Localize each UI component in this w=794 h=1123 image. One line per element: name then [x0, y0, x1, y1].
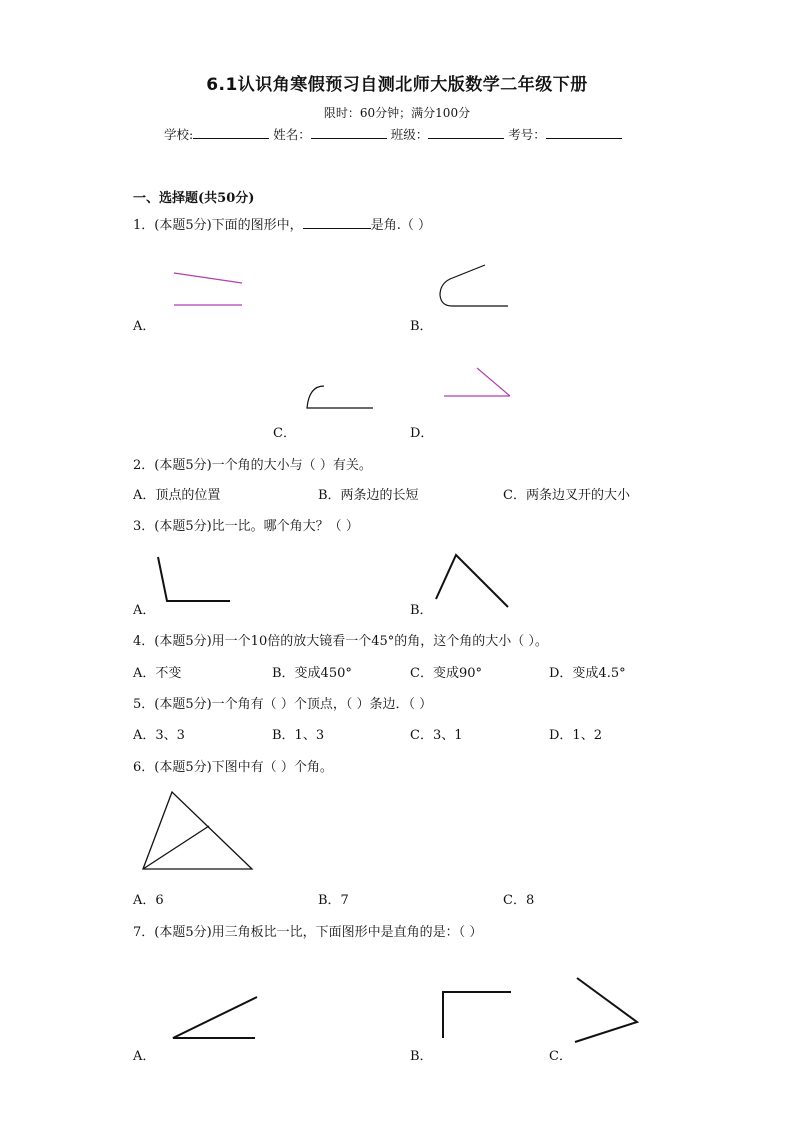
section-title: 一、选择题(共50分) [133, 191, 255, 206]
q7-option-c[interactable]: C． [549, 1049, 572, 1064]
q4-option-a[interactable]: A．不变 [133, 666, 182, 681]
q2-option-c[interactable]: C．两条边叉开的大小 [503, 488, 630, 503]
q1-option-b[interactable]: B． [410, 319, 433, 334]
question-4: 4．(本题5分)用一个10倍的放大镜看一个45°的角，这个角的大小（ ）。 [133, 634, 548, 649]
question-3: 3．(本题5分)比一比。哪个角大？（ ） [133, 519, 359, 534]
q5-option-d[interactable]: D．1、2 [549, 728, 602, 743]
exam-number-label: 考号： [508, 127, 546, 142]
q1-option-a[interactable]: A． [133, 319, 156, 334]
question-7: 7．(本题5分)用三角板比一比，下面图形中是直角的是：（ ） [133, 925, 483, 940]
q1-option-d[interactable]: D． [410, 426, 434, 441]
question-1-stem-end: 是角.（ ） [370, 218, 431, 233]
q6-option-b[interactable]: B．7 [318, 893, 349, 908]
q4-option-d[interactable]: D．变成4.5° [549, 666, 626, 681]
q3-option-a[interactable]: A． [133, 603, 156, 618]
q7-option-b[interactable]: B． [410, 1049, 433, 1064]
figure-7c-angle [575, 978, 637, 1042]
q2-option-b[interactable]: B．两条边的长短 [318, 488, 419, 503]
q5-option-c[interactable]: C．3、1 [410, 728, 463, 743]
q3-option-b[interactable]: B． [410, 603, 433, 618]
q4-option-b[interactable]: B．变成450° [272, 666, 352, 681]
figure-7b-right-angle [443, 992, 511, 1038]
class-label: 班级： [390, 127, 429, 142]
q5-option-b[interactable]: B．1、3 [272, 728, 325, 743]
q4-option-c[interactable]: C．变成90° [410, 666, 482, 681]
question-5: 5．(本题5分)一个角有（ ）个顶点，（ ）条边．（ ） [133, 697, 433, 712]
figure-7a-acute-angle [173, 997, 257, 1038]
time-limit: 限时：60分钟；满分100分 [323, 106, 471, 120]
q6-option-a[interactable]: A．6 [133, 893, 164, 908]
q7-option-a[interactable]: A． [133, 1049, 156, 1064]
question-1-stem: 1．(本题5分)下面的图形中， [133, 218, 303, 233]
page-title: 6.1认识角寒假预习自测北师大版数学二年级下册 [206, 75, 588, 95]
q5-option-a[interactable]: A．3、3 [133, 728, 185, 743]
name-label: 姓名： [273, 127, 311, 142]
q6-option-c[interactable]: C．8 [503, 893, 535, 908]
q2-option-a[interactable]: A．顶点的位置 [133, 488, 221, 503]
question-2: 2．(本题5分)一个角的大小与（ ）有关。 [133, 458, 372, 473]
question-6: 6．(本题5分)下图中有（ ）个角。 [133, 760, 333, 775]
school-label: 学校: [164, 127, 194, 142]
q1-option-c[interactable]: C． [273, 426, 296, 441]
